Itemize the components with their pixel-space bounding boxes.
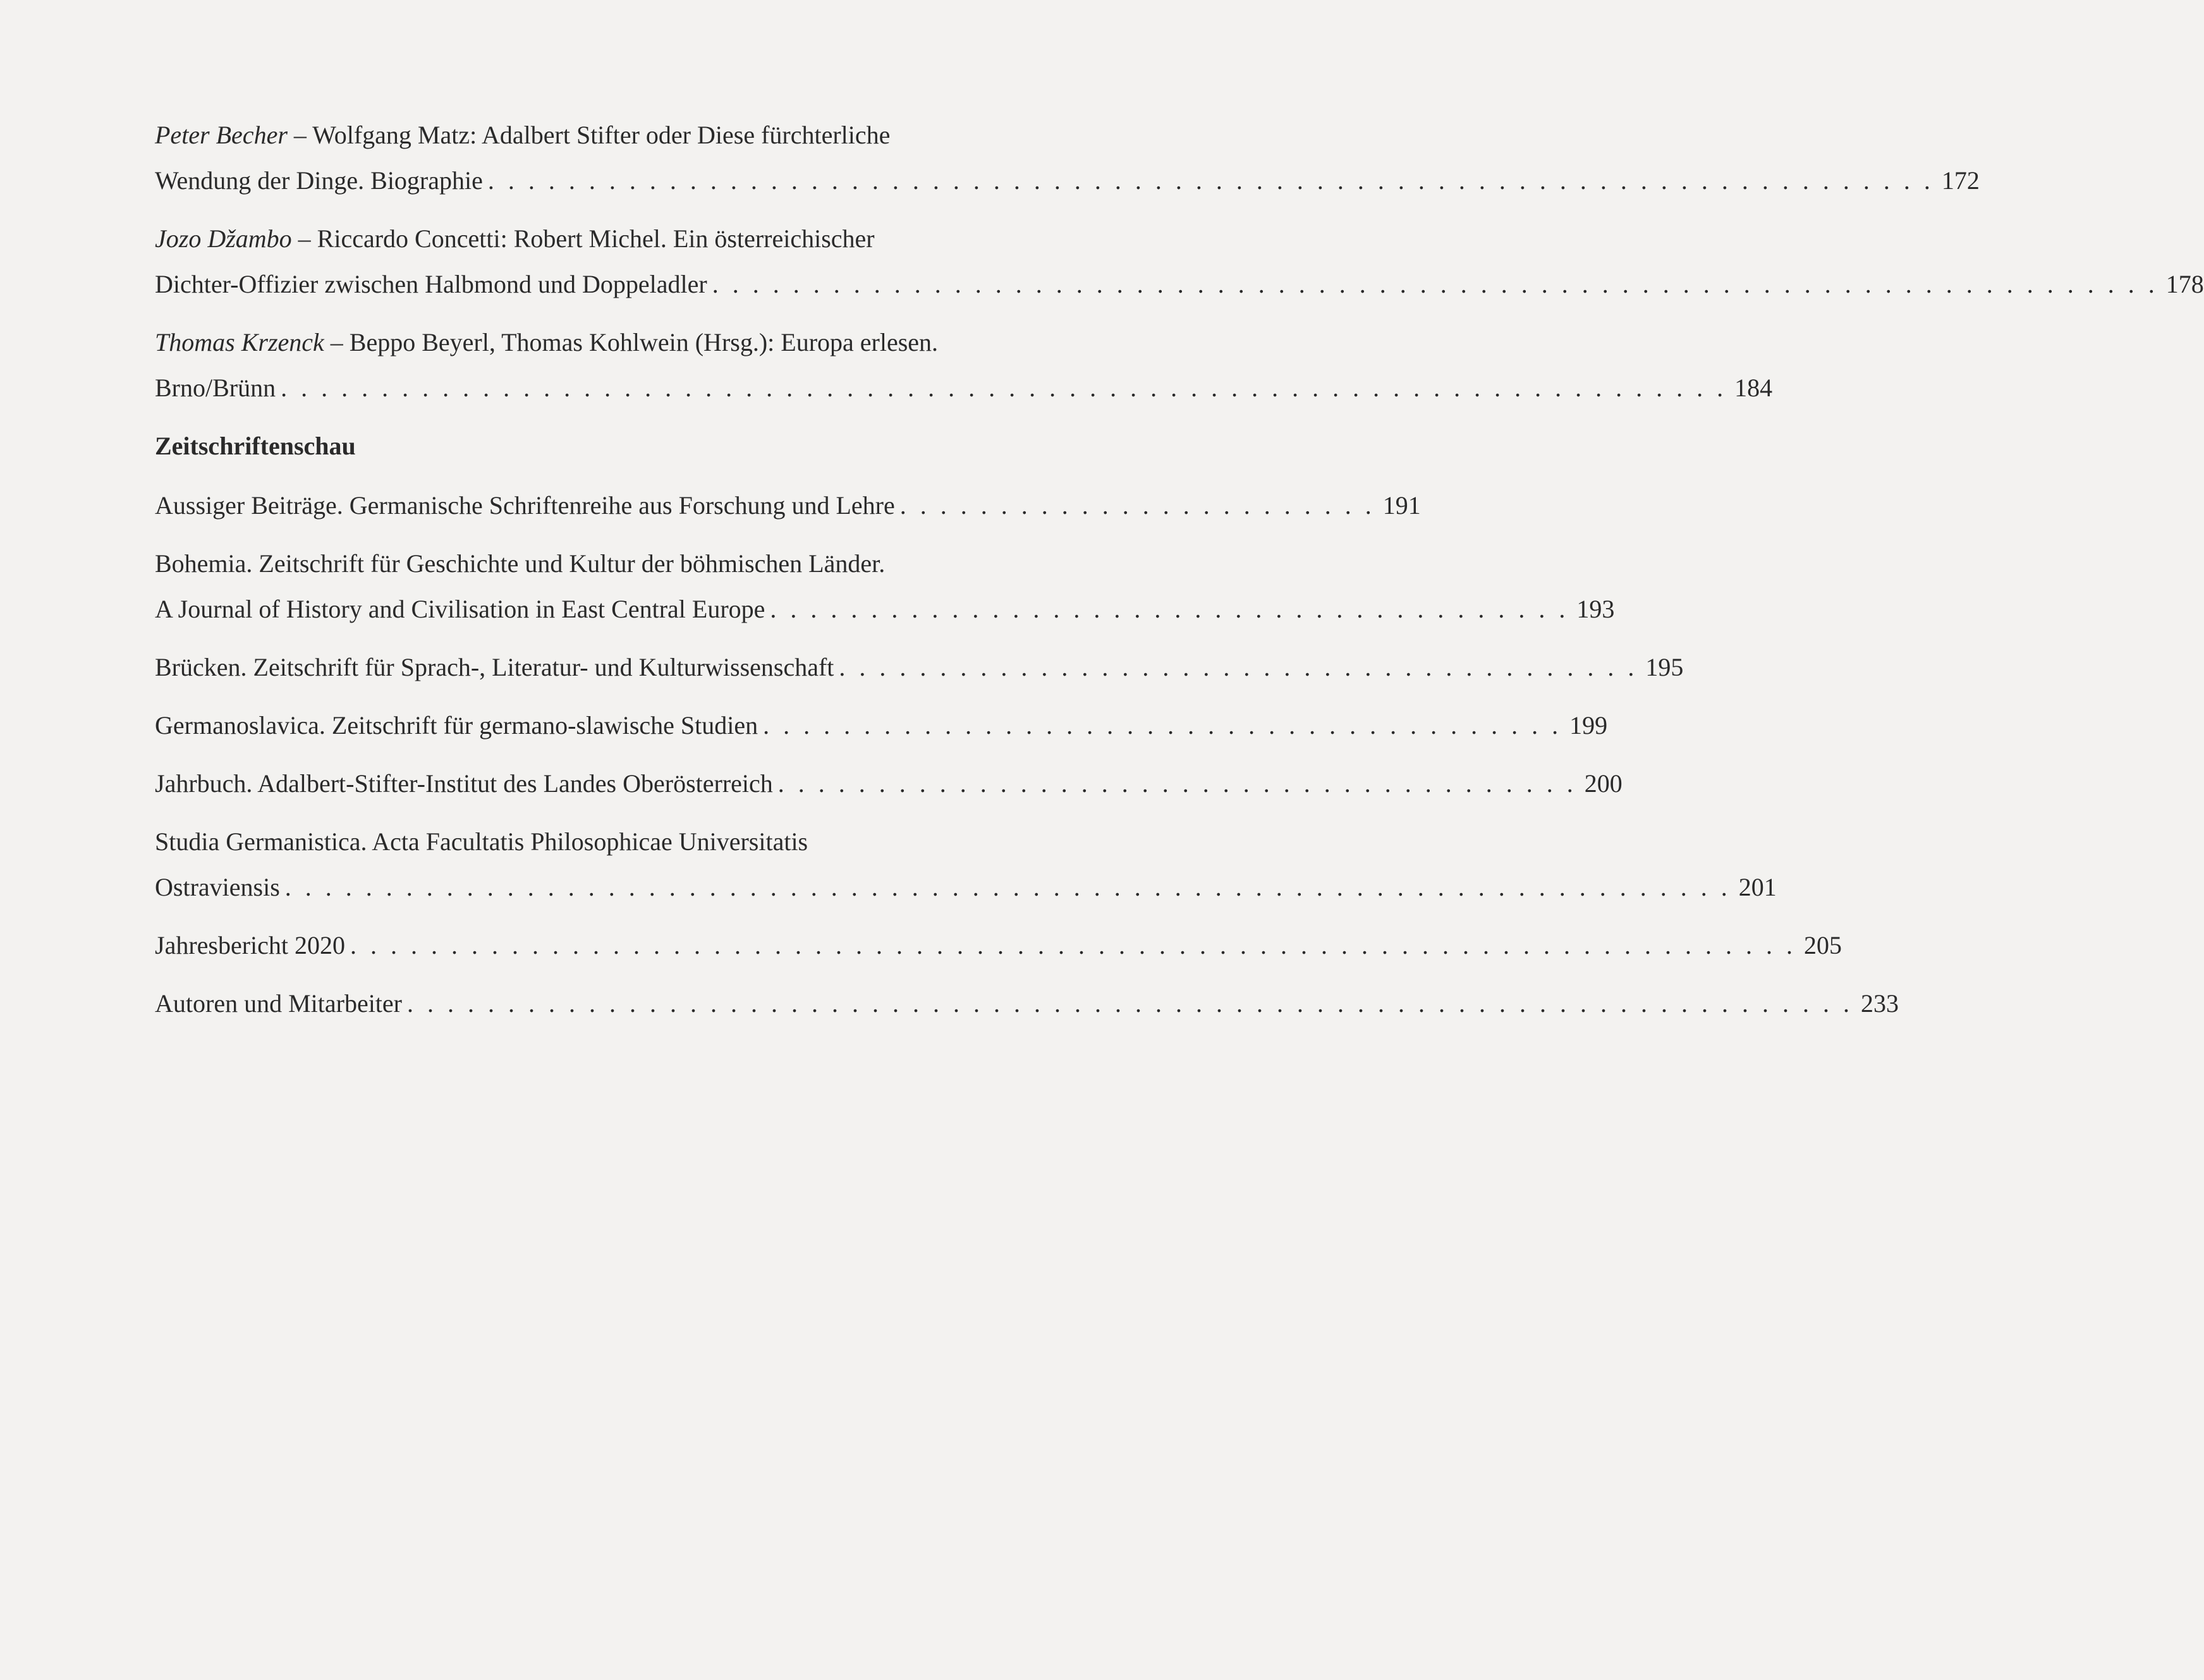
page-number: 201 (1738, 873, 1777, 901)
page-number: 233 (1861, 989, 1899, 1018)
page-number: 193 (1576, 595, 1615, 623)
dot-leader: . . . . . . . . . . . . . . . . . . . . . . . . (899, 491, 1375, 520)
section-heading: Zeitschriftenschau (155, 432, 356, 460)
journal-title: Germanoslavica. Zeitschrift für germano-slawische Studien (155, 711, 758, 740)
journal-title: Brücken. Zeitschrift für Sprach-, Literatur- und Kulturwissenschaft (155, 653, 834, 681)
toc-entry-line (155, 483, 1421, 528)
toc-entry-bruecken (155, 645, 1684, 690)
reviewed-title-cont: Dichter-Offizier zwischen Halbmond und Doppeladler (155, 270, 707, 298)
page-number: 191 (1382, 491, 1421, 520)
toc-entry-line (155, 981, 1899, 1026)
dot-leader: . . . . . . . . . . . . . . . . . . . . . . . . . . . . . . . . . . . . . . . . (770, 595, 1569, 623)
page-number: 200 (1584, 769, 1623, 798)
toc-entry-line (155, 645, 1684, 690)
dot-leader: . . . . . . . . . . . . . . . . . . . . . . . . . . . . . . . . . . . . . . . . (777, 769, 1577, 798)
toc-entry-line (155, 761, 1623, 807)
toc-entry-line-1 (155, 216, 1106, 262)
reviewed-title: Riccardo Concetti: Robert Michel. Ein österreichischer (317, 224, 875, 253)
journal-title-cont: A Journal of History and Civilisation in East Central Europe (155, 595, 765, 623)
toc-entry-line (155, 703, 1608, 748)
dot-leader: . . . . . . . . . . . . . . . . . . . . . . . . . . . . . . . . . . . . . . . . . . . . . . . . . . . . . . . . . . . . . . . . . . . . . . . . (284, 873, 1731, 901)
journal-title-cont: Ostraviensis (155, 873, 280, 901)
page-number: 199 (1569, 711, 1608, 740)
toc-entry-line-2 (155, 158, 1980, 204)
reviewed-title: Beppo Beyerl, Thomas Kohlwein (Hrsg.): Europa erlesen. (349, 328, 939, 356)
page-number: 178 (2165, 270, 2204, 298)
journal-title: Bohemia. Zeitschrift für Geschichte und Kultur der böhmischen Länder. (155, 549, 886, 578)
dot-leader: . . . . . . . . . . . . . . . . . . . . . . . . . . . . . . . . . . . . . . . . . . . . . . . . . . . . . . . . . . . . . . . . . . . . . . . . (712, 270, 2158, 298)
dash: – (298, 224, 311, 253)
dot-leader: . . . . . . . . . . . . . . . . . . . . . . . . . . . . . . . . . . . . . . . . . . . . . . . . . . . . . . . . . . . . . . . . . . . . . . . . (350, 931, 1797, 959)
reviewer-name: Thomas Krzenck (155, 328, 324, 356)
table-of-contents (155, 113, 2204, 1039)
toc-entry-line-1 (155, 320, 1106, 365)
page-number: 172 (1941, 166, 1980, 195)
toc-entry-studia (155, 819, 1777, 910)
toc-entry-line-2 (155, 262, 2204, 307)
toc-entry-bohemia (155, 541, 1615, 632)
dot-leader: . . . . . . . . . . . . . . . . . . . . . . . . . . . . . . . . . . . . . . . . . . . . . . . . . . . . . . . . . . . . . . . . . . . . . . . . (487, 166, 1934, 195)
journal-title: Aussiger Beiträge. Germanische Schriftenreihe aus Forschung und Lehre (155, 491, 895, 520)
reviewed-title-cont: Brno/Brünn (155, 374, 276, 402)
dot-leader: . . . . . . . . . . . . . . . . . . . . . . . . . . . . . . . . . . . . . . . . . . . . . . . . . . . . . . . . . . . . . . . . . . . . . . . . (281, 374, 1727, 402)
toc-entry-review-dzambo (155, 216, 2204, 307)
toc-entry-line (155, 923, 1842, 968)
page-number: 205 (1804, 931, 1842, 959)
toc-entry-aussiger (155, 483, 1421, 528)
toc-entry-jahrbuch (155, 761, 1623, 807)
toc-entry-line-1 (155, 113, 1106, 158)
toc-entry-review-becher (155, 113, 1980, 204)
toc-entry-review-krzenck (155, 320, 1773, 411)
journal-title: Studia Germanistica. Acta Facultatis Philosophicae Universitatis (155, 827, 808, 856)
dash: – (330, 328, 343, 356)
entry-title: Autoren und Mitarbeiter (155, 989, 402, 1018)
reviewed-title-cont: Wendung der Dinge. Biographie (155, 166, 483, 195)
dash: – (293, 121, 307, 149)
dot-leader: . . . . . . . . . . . . . . . . . . . . . . . . . . . . . . . . . . . . . . . . (763, 711, 1562, 740)
journal-title: Jahrbuch. Adalbert-Stifter-Institut des Landes Oberösterreich (155, 769, 773, 798)
entry-title: Jahresbericht 2020 (155, 931, 346, 959)
reviewed-title: Wolfgang Matz: Adalbert Stifter oder Diese fürchterliche (312, 121, 891, 149)
reviewer-name: Jozo Džambo (155, 224, 292, 253)
toc-entry-germanoslavica (155, 703, 1608, 748)
toc-entry-jahresbericht (155, 923, 1842, 968)
dot-leader: . . . . . . . . . . . . . . . . . . . . . . . . . . . . . . . . . . . . . . . . (839, 653, 1638, 681)
page-number: 195 (1645, 653, 1684, 681)
page-number: 184 (1734, 374, 1773, 402)
toc-entry-line-2 (155, 587, 1615, 632)
toc-entry-line-2 (155, 865, 1777, 910)
dot-leader: . . . . . . . . . . . . . . . . . . . . . . . . . . . . . . . . . . . . . . . . . . . . . . . . . . . . . . . . . . . . . . . . . . . . . . . . (407, 989, 1853, 1018)
reviewer-name: Peter Becher (155, 121, 288, 149)
toc-entry-autoren (155, 981, 1899, 1026)
toc-entry-line-2 (155, 365, 1773, 411)
